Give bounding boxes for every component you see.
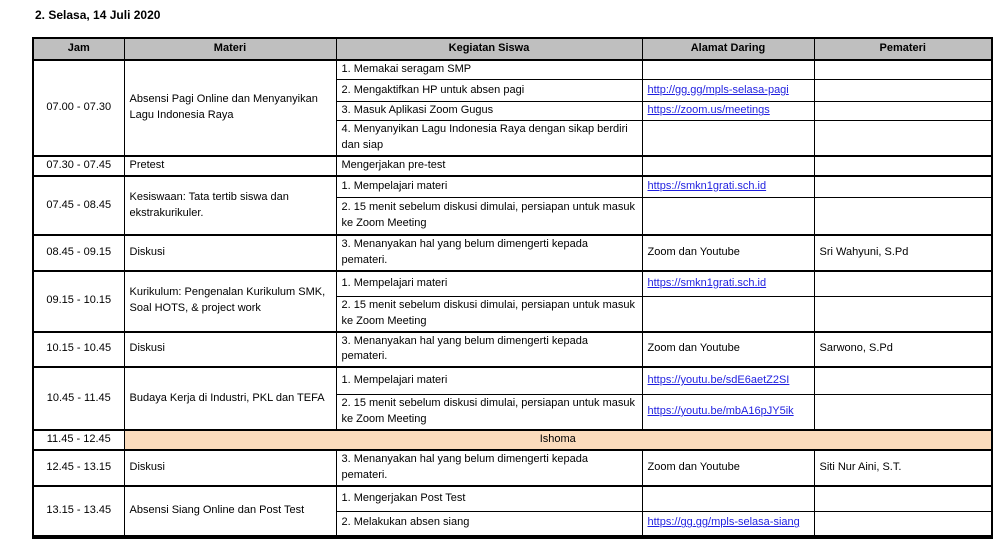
table-row [33, 176, 992, 197]
table-row [33, 486, 992, 512]
alamat-cell [642, 486, 814, 512]
kegiatan-cell: 1. Mempelajari materi [336, 271, 642, 296]
materi-cell: Pretest [124, 156, 336, 176]
alamat-cell: Zoom dan Youtube [642, 235, 814, 271]
time-cell: 10.45 - 11.45 [33, 367, 124, 429]
kegiatan-cell: 3. Masuk Aplikasi Zoom Gugus [336, 102, 642, 121]
time-cell: 10.15 - 10.45 [33, 332, 124, 368]
kegiatan-cell: 1. Mempelajari materi [336, 367, 642, 394]
table-row [33, 450, 992, 486]
materi-cell: Absensi Siang Online dan Post Test [124, 486, 336, 537]
pemateri-cell [814, 394, 992, 429]
table-row [33, 60, 992, 80]
kegiatan-cell: 2. Mengaktifkan HP untuk absen pagi [336, 80, 642, 102]
table-row [33, 332, 992, 368]
link-youtube-materi-2[interactable]: https://youtu.be/mbA16pJY5ik [647, 404, 794, 417]
kegiatan-cell: 2. 15 menit sebelum diskusi dimulai, persiapan untuk masuk ke Zoom Meeting [336, 394, 642, 429]
table-row [33, 271, 992, 296]
header-jam: Jam [33, 38, 124, 60]
kegiatan-cell: 3. Menanyakan hal yang belum dimengerti kepada pemateri. [336, 332, 642, 368]
pemateri-cell [814, 367, 992, 394]
pemateri-cell [814, 271, 992, 296]
link-smkn1grati[interactable]: https://smkn1grati.sch.id [647, 276, 767, 289]
ishoma-cell: Ishoma [124, 430, 992, 450]
table-row [33, 367, 992, 394]
materi-cell: Diskusi [124, 235, 336, 271]
alamat-cell [642, 512, 814, 537]
kegiatan-cell: 1. Memakai seragam SMP [336, 60, 642, 80]
materi-cell: Kurikulum: Pengenalan Kurikulum SMK, Soal HOTS, & project work [124, 271, 336, 331]
header-pemateri: Pemateri [814, 38, 992, 60]
schedule-table [32, 37, 993, 539]
alamat-cell: Zoom dan Youtube [642, 332, 814, 368]
pemateri-cell [814, 156, 992, 176]
table-row [33, 430, 992, 450]
time-cell: 07.45 - 08.45 [33, 176, 124, 235]
time-cell: 07.30 - 07.45 [33, 156, 124, 176]
alamat-cell [642, 121, 814, 156]
pemateri-cell: Sri Wahyuni, S.Pd [814, 235, 992, 271]
alamat-cell [642, 156, 814, 176]
time-cell: 11.45 - 12.45 [33, 430, 124, 450]
alamat-cell [642, 367, 814, 394]
link-smkn1grati[interactable]: https://smkn1grati.sch.id [647, 180, 767, 193]
pemateri-cell [814, 296, 992, 331]
alamat-cell: Zoom dan Youtube [642, 450, 814, 486]
table-row [33, 156, 992, 176]
link-mpls-selasa-siang[interactable]: https://gg.gg/mpls-selasa-siang [647, 516, 800, 529]
materi-cell: Kesiswaan: Tata tertib siswa dan ekstrakurikuler. [124, 176, 336, 235]
table-header [33, 38, 992, 60]
pemateri-cell [814, 102, 992, 121]
alamat-cell [642, 296, 814, 331]
header-materi: Materi [124, 38, 336, 60]
kegiatan-cell: 2. Melakukan absen siang [336, 512, 642, 537]
time-cell: 09.15 - 10.15 [33, 271, 124, 331]
alamat-cell [642, 176, 814, 197]
header-row [33, 38, 992, 60]
kegiatan-cell: 1. Mengerjakan Post Test [336, 486, 642, 512]
alamat-cell [642, 102, 814, 121]
pemateri-cell [814, 486, 992, 512]
alamat-cell [642, 271, 814, 296]
pemateri-cell: Sarwono, S.Pd [814, 332, 992, 368]
pemateri-cell [814, 176, 992, 197]
link-youtube-materi[interactable]: https://youtu.be/sdE6aetZ2SI [647, 374, 790, 387]
kegiatan-cell: Mengerjakan pre-test [336, 156, 642, 176]
time-cell: 13.15 - 13.45 [33, 486, 124, 537]
pemateri-cell [814, 80, 992, 102]
alamat-cell [642, 80, 814, 102]
link-mpls-selasa-pagi[interactable]: http://gg.gg/mpls-selasa-pagi [647, 83, 789, 96]
alamat-cell [642, 60, 814, 80]
kegiatan-cell: 2. 15 menit sebelum diskusi dimulai, persiapan untuk masuk ke Zoom Meeting [336, 296, 642, 331]
time-cell: 07.00 - 07.30 [33, 60, 124, 156]
kegiatan-cell: 4. Menyanyikan Lagu Indonesia Raya dengan sikap berdiri dan siap [336, 121, 642, 156]
materi-cell: Diskusi [124, 450, 336, 486]
kegiatan-cell: 1. Mempelajari materi [336, 176, 642, 197]
table-row [33, 235, 992, 271]
alamat-cell [642, 394, 814, 429]
page-title: 2. Selasa, 14 Juli 2020 [35, 8, 161, 22]
kegiatan-cell: 3. Menanyakan hal yang belum dimengerti kepada pemateri. [336, 450, 642, 486]
time-cell: 08.45 - 09.15 [33, 235, 124, 271]
header-alamat: Alamat Daring [642, 38, 814, 60]
pemateri-cell [814, 60, 992, 80]
materi-cell: Diskusi [124, 332, 336, 368]
header-kegiatan: Kegiatan Siswa [336, 38, 642, 60]
alamat-cell [642, 197, 814, 235]
pemateri-cell [814, 512, 992, 537]
pemateri-cell [814, 197, 992, 235]
pemateri-cell [814, 121, 992, 156]
time-cell: 12.45 - 13.15 [33, 450, 124, 486]
pemateri-cell: Siti Nur Aini, S.T. [814, 450, 992, 486]
link-zoom-meetings[interactable]: https://zoom.us/meetings [647, 104, 770, 117]
kegiatan-cell: 2. 15 menit sebelum diskusi dimulai, persiapan untuk masuk ke Zoom Meeting [336, 197, 642, 235]
materi-cell: Absensi Pagi Online dan Menyanyikan Lagu Indonesia Raya [124, 60, 336, 156]
materi-cell: Budaya Kerja di Industri, PKL dan TEFA [124, 367, 336, 429]
kegiatan-cell: 3. Menanyakan hal yang belum dimengerti kepada pemateri. [336, 235, 642, 271]
